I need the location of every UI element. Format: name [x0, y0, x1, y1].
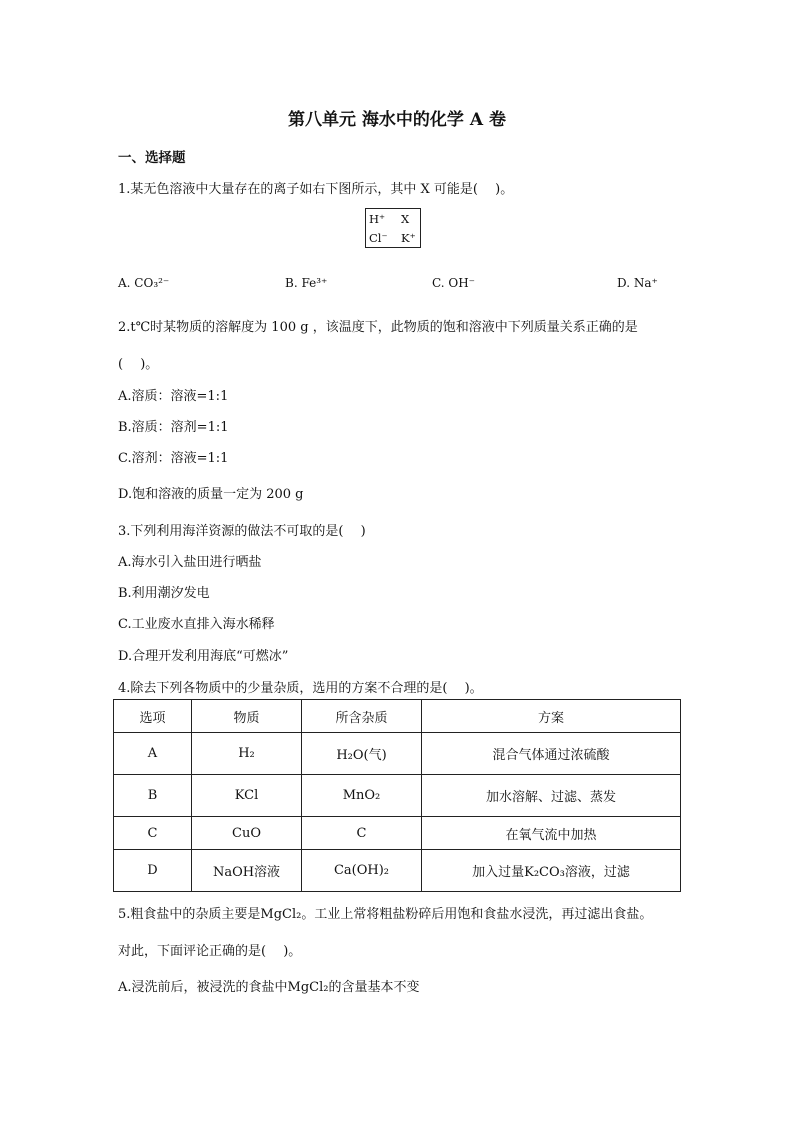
table-row	[114, 733, 681, 775]
question-5-stem-line-1: 5.粗食盐中的杂质主要是MgCl₂。工业上常将粗盐粉碎后用饱和食盐水浸洗，再过滤出食盐。	[118, 907, 653, 922]
table-header-cell: 物质	[192, 700, 302, 733]
table-header-cell: 方案	[422, 700, 681, 733]
question-3-option-b: B.利用潮汐发电	[118, 586, 210, 601]
table-row	[114, 775, 681, 817]
table-cell: 加入过量K₂CO₃溶液，过滤	[422, 850, 681, 892]
question-3-stem: 3.下列利用海洋资源的做法不可取的是( )	[118, 524, 366, 539]
question-2-option-b: B.溶质：溶剂=1:1	[118, 420, 229, 435]
table-header-cell: 所含杂质	[302, 700, 422, 733]
question-5-stem-line-2: 对此，下面评论正确的是( )。	[118, 944, 302, 959]
ion-x: X	[401, 212, 410, 226]
question-2-option-a: A.溶质：溶液=1:1	[118, 389, 229, 404]
table-header-cell: 选项	[114, 700, 192, 733]
table-cell: 混合气体通过浓硫酸	[422, 733, 681, 775]
table-cell: C	[114, 817, 192, 850]
table-cell: H₂O(气)	[302, 733, 422, 775]
question-1-stem: 1.某无色溶液中大量存在的离子如右下图所示，其中 X 可能是( )。	[118, 182, 514, 197]
question-4-stem: 4.除去下列各物质中的少量杂质，选用的方案不合理的是( )。	[118, 681, 483, 696]
table-header-row	[114, 700, 681, 733]
question-1-option-c: C. OH⁻	[432, 276, 476, 290]
question-3-option-a: A.海水引入盐田进行晒盐	[118, 555, 262, 570]
section-heading: 一、选择题	[118, 150, 186, 166]
ion-h: H⁺	[369, 212, 386, 226]
table-cell: CuO	[192, 817, 302, 850]
table-cell: B	[114, 775, 192, 817]
table-cell: H₂	[192, 733, 302, 775]
table-cell: KCl	[192, 775, 302, 817]
question-5-option-a: A.浸洗前后，被浸洗的食盐中MgCl₂的含量基本不变	[118, 980, 420, 995]
ion-box	[365, 208, 421, 248]
table-cell: A	[114, 733, 192, 775]
question-2-stem-line-1: 2.t℃时某物质的溶解度为 100 g ，该温度下，此物质的饱和溶液中下列质量关系正确的是	[118, 320, 638, 335]
question-1-option-b: B. Fe³⁺	[285, 276, 328, 290]
question-3-option-c: C.工业废水直排入海水稀释	[118, 617, 275, 632]
table-cell: 在氧气流中加热	[422, 817, 681, 850]
question-2-option-c: C.溶剂：溶液=1:1	[118, 451, 229, 466]
question-3-option-d: D.合理开发利用海底“可燃冰”	[118, 649, 289, 664]
ion-k: K⁺	[401, 231, 416, 245]
table-cell: 加水溶解、过滤、蒸发	[422, 775, 681, 817]
ion-cl: Cl⁻	[369, 231, 388, 245]
page-title: 第八单元 海水中的化学 A 卷	[288, 110, 506, 130]
question-4-table	[113, 699, 681, 892]
table-cell: C	[302, 817, 422, 850]
table-cell: NaOH溶液	[192, 850, 302, 892]
table-cell: Ca(OH)₂	[302, 850, 422, 892]
table-cell: MnO₂	[302, 775, 422, 817]
table-cell: D	[114, 850, 192, 892]
question-2-option-d: D.饱和溶液的质量一定为 200 g	[118, 487, 304, 502]
question-2-stem-line-2: ( )。	[118, 357, 159, 372]
question-1-option-d: D. Na⁺	[617, 276, 658, 290]
table-row	[114, 817, 681, 850]
table-row	[114, 850, 681, 892]
question-1-option-a: A. CO₃²⁻	[118, 276, 170, 290]
